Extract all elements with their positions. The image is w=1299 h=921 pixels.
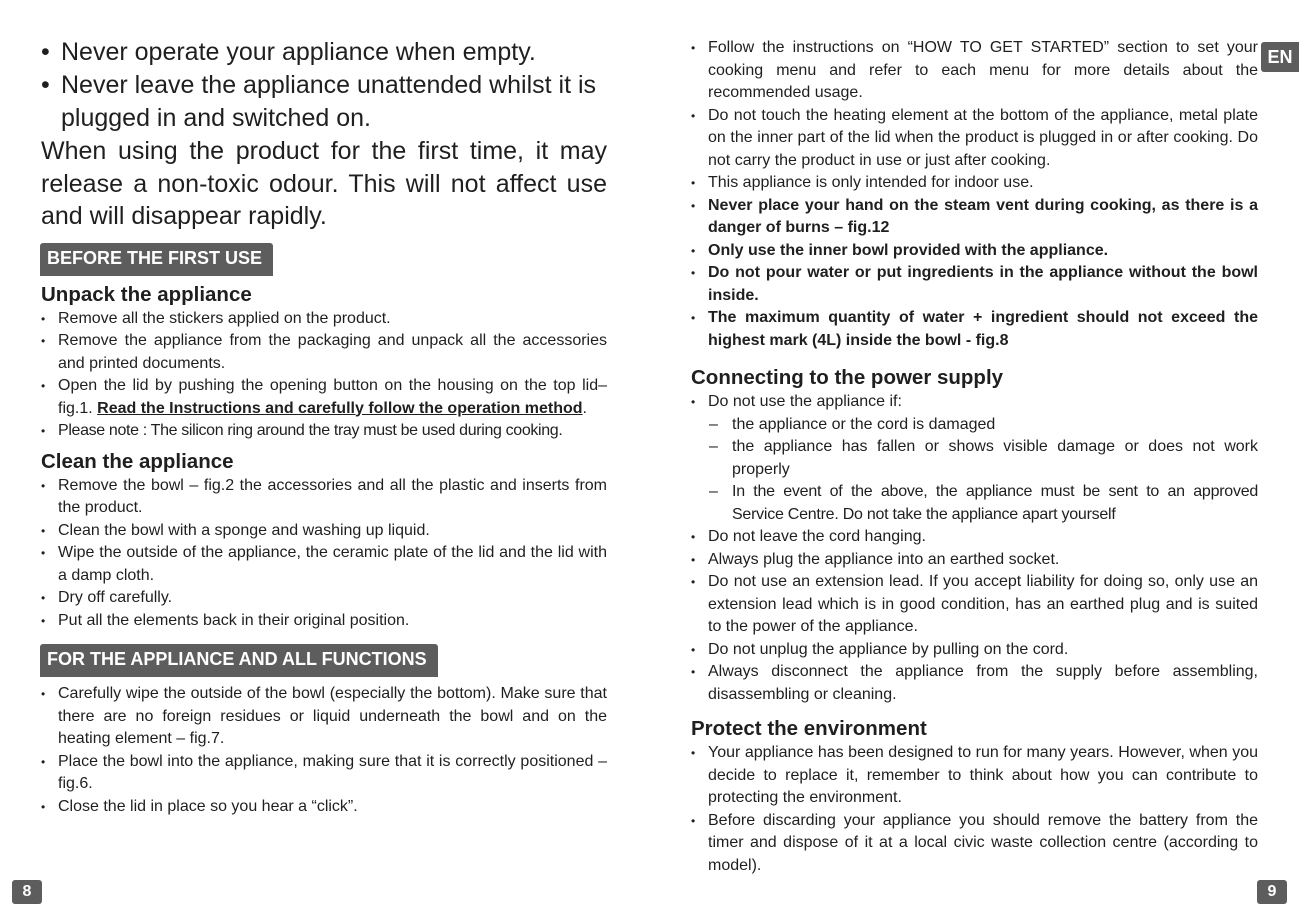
warning-item: • Never operate your appliance when empty. — [41, 36, 607, 69]
list-item: • Always plug the appliance into an earthed socket. — [691, 549, 1258, 572]
language-tab: EN — [1261, 42, 1299, 72]
list-item: • Do not unplug the appliance by pulling on the cord. — [691, 639, 1258, 662]
lid-instruction: Open the lid by pushing the opening button on the housing on the top lid– fig.1. — [58, 377, 607, 417]
list-item: • This appliance is only intended for indoor use. — [691, 172, 1258, 195]
environment-heading: Protect the environment — [691, 717, 927, 740]
sub-list-item: – the appliance or the cord is damaged — [691, 414, 1258, 437]
bold-warning-item — [691, 195, 1258, 240]
general-safety-list — [691, 37, 1258, 352]
environment-list — [691, 742, 1258, 877]
power-supply-list-continued — [691, 526, 1258, 706]
list-item: • Your appliance has been designed to run for many years. However, when you decide to replace it, remember to think about how you can contribute to protecting the environment. — [691, 742, 1258, 810]
power-supply-list — [691, 391, 1258, 414]
list-item: • Do not touch the heating element at the bottom of the appliance, metal plate on the inner part of the lid when the product is plugged in or after cooking. Do not carry the product in use or just after cooking. — [691, 105, 1258, 173]
all-functions-list — [41, 683, 607, 818]
warning-item: • Never leave the appliance unattended whilst it is plugged in and switched on. — [41, 69, 607, 135]
list-item: • Put all the elements back in their original position. — [41, 610, 607, 633]
list-item: • Before discarding your appliance you should remove the battery from the timer and dispose of it at a local civic waste collection centre (according to model). — [691, 810, 1258, 878]
all-functions-section — [41, 644, 607, 674]
list-item: • Close the lid in place so you hear a “click”. — [41, 796, 607, 819]
list-item: • Remove the appliance from the packaging and unpack all the accessories and printed documents. — [41, 330, 607, 375]
silicon-ring-note: • Please note : The silicon ring around the tray must be used during cooking. — [41, 420, 607, 443]
section-title-before-first-use: BEFORE THE FIRST USE — [40, 243, 273, 273]
list-item: • Do not leave the cord hanging. — [691, 526, 1258, 549]
list-item: • Do not use the appliance if: — [691, 391, 1258, 414]
sub-list-item: – the appliance has fallen or shows visible damage or does not work properly — [691, 436, 1258, 481]
bold-warning-text: Do not pour water or put ingredients in the appliance without the bowl inside. — [708, 264, 1258, 304]
page-number-left: 8 — [12, 880, 42, 904]
bold-warning-text: Never place your hand on the steam vent during cooking, as there is a danger of burns – fig.12 — [708, 196, 1258, 236]
list-item: • Dry off carefully. — [41, 587, 607, 610]
left-column — [41, 0, 607, 818]
list-item: • Do not use an extension lead. If you accept liability for doing so, only use an extension lead which is in good condition, has an earthed plug and is suited to the power of the appliance. — [691, 571, 1258, 639]
unpack-heading: Unpack the appliance — [41, 282, 252, 306]
first-use-odour-note: When using the product for the first time, it may release a non-toxic odour. This will not affect use and will disappear rapidly. — [41, 137, 607, 230]
list-item: • Remove the bowl – fig.2 the accessories and all the plastic and inserts from the product. — [41, 475, 607, 520]
page-number-right: 9 — [1257, 880, 1287, 904]
power-supply-heading: Connecting to the power supply — [691, 366, 1004, 389]
list-item: • Always disconnect the appliance from the supply before assembling, disassembling or cleaning. — [691, 661, 1258, 706]
clean-list — [41, 475, 607, 633]
list-item: • Clean the bowl with a sponge and washing up liquid. — [41, 520, 607, 543]
right-column — [691, 0, 1258, 877]
list-item — [41, 375, 607, 420]
list-item: • Follow the instructions on “HOW TO GET STARTED” section to set your cooking menu and refer to each menu for more details about the recommended usage. — [691, 37, 1258, 105]
list-item: • Place the bowl into the appliance, making sure that it is correctly positioned – fig.6. — [41, 751, 607, 796]
list-item: • Wipe the outside of the appliance, the ceramic plate of the lid and the lid with a damp cloth. — [41, 542, 607, 587]
bold-warning-text: Only use the inner bowl provided with the appliance. — [708, 241, 1109, 259]
before-first-use-section — [41, 243, 607, 273]
list-item: • Remove all the stickers applied on the product. — [41, 308, 607, 331]
power-damage-sublist — [691, 414, 1258, 527]
bold-warning-text: The maximum quantity of water + ingredient should not exceed the highest mark (4L) inside the bowl - fig.8 — [708, 309, 1258, 349]
bold-warning-item — [691, 307, 1258, 352]
warning-list — [41, 36, 607, 135]
list-item: • Carefully wipe the outside of the bowl (especially the bottom). Make sure that there are no foreign residues or liquid underneath the bowl and on the heating element – fig.7. — [41, 683, 607, 751]
sentence-end: . — [582, 399, 587, 417]
sub-list-item: – In the event of the above, the appliance must be sent to an approved Service Centre. Do not take the appliance apart yourself — [691, 481, 1258, 526]
bold-warning-item — [691, 262, 1258, 307]
operation-method-emphasis: Read the Instructions and carefully follow the operation method — [97, 399, 583, 417]
clean-heading: Clean the appliance — [41, 449, 234, 473]
bold-warning-item — [691, 240, 1258, 263]
section-title-all-functions: FOR THE APPLIANCE AND ALL FUNCTIONS — [40, 644, 438, 674]
unpack-list — [41, 308, 607, 443]
